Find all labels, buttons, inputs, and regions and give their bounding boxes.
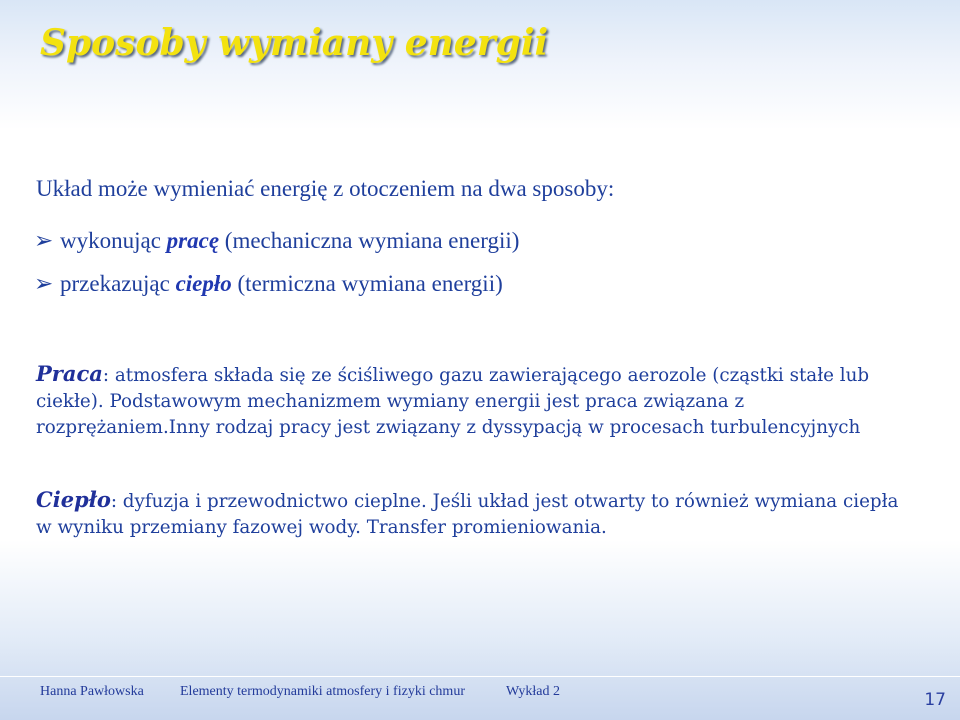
- arrow-bullet-icon: ➢: [34, 271, 54, 296]
- heat-keyword: Ciepło: [36, 487, 111, 512]
- arrow-bullet-icon: ➢: [34, 228, 54, 253]
- bullet-text-after: (termiczna wymiana energii): [231, 271, 503, 296]
- footer-divider: [0, 676, 960, 677]
- bullet-keyword: pracę: [166, 228, 220, 253]
- bullet-text-before: przekazując: [60, 271, 176, 296]
- footer-course: Elementy termodynamiki atmosfery i fizyki chmur: [180, 684, 465, 699]
- bullet-heat: [34, 271, 503, 297]
- footer-author: Hanna Pawłowska: [40, 684, 144, 699]
- bullet-text-before: wykonując: [60, 228, 167, 253]
- heat-paragraph: [36, 487, 916, 541]
- work-paragraph: [36, 361, 916, 441]
- bullet-text-after: (mechaniczna wymiana energii): [219, 228, 520, 253]
- footer-lecture: Wykład 2: [506, 684, 560, 699]
- work-description: : atmosfera składa się ze ściśliwego gazu zawierającego aerozole (cząstki stałe lub ciekłe). Podstawowym mechanizmem wymiany energii jest praca związana z rozprężaniem.Inny rodzaj pracy jest związany z dyssypacją w procesach turbulencyjnych: [36, 365, 870, 438]
- intro-text: Układ może wymieniać energię z otoczeniem na dwa sposoby:: [36, 176, 615, 201]
- page-number: 17: [924, 690, 946, 710]
- work-keyword: Praca: [36, 361, 103, 386]
- heat-description: : dyfuzja i przewodnictwo cieplne. Jeśli układ jest otwarty to również wymiana ciepła w wyniku przemiany fazowej wody. Transfer promieniowania.: [36, 491, 899, 538]
- bullet-work: [34, 228, 519, 254]
- bullet-keyword: ciepło: [175, 271, 232, 296]
- slide-title: Sposoby wymiany energii: [40, 22, 549, 64]
